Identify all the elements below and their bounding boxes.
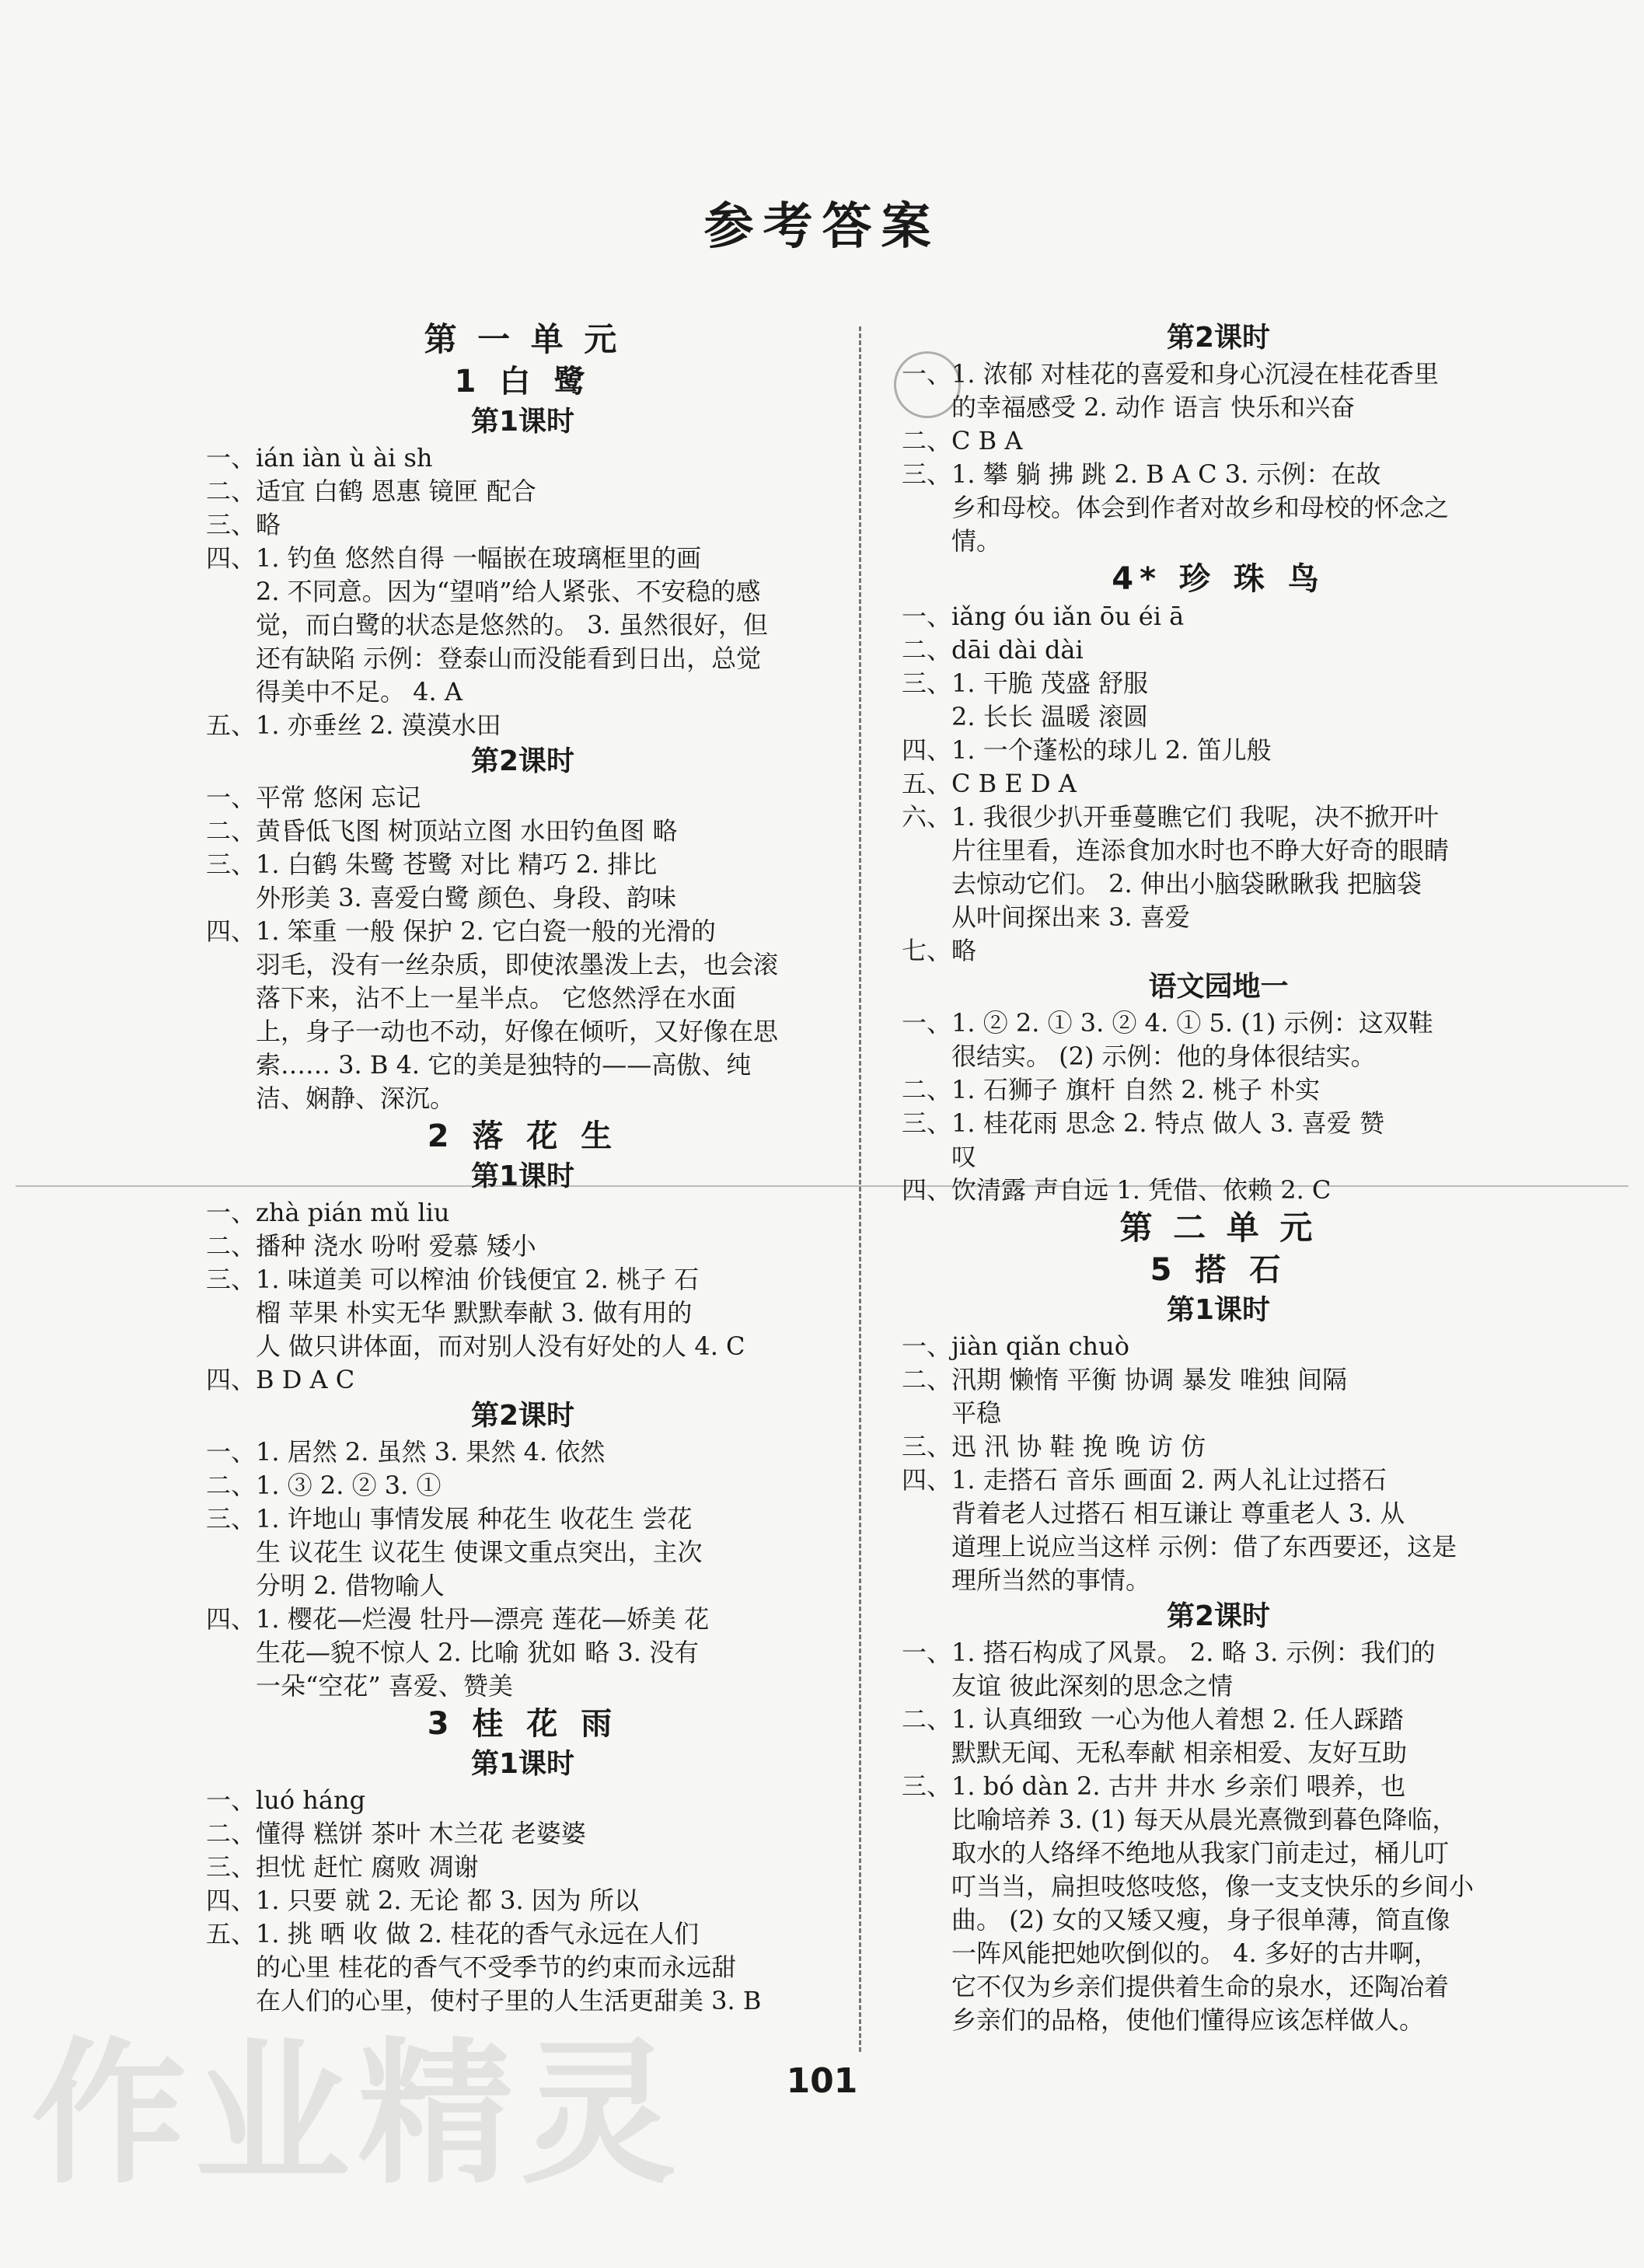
answer-line: 一、1. 居然 2. 虽然 3. 果然 4. 依然 xyxy=(206,1437,606,1467)
answer-line: 外形美 3. 喜爱白鹭 颜色、身段、韵味 xyxy=(206,883,677,912)
answer-line: 比喻培养 3. (1) 每天从晨光熹微到暮色降临， xyxy=(902,1805,1457,1834)
period-heading: 第1课时 xyxy=(470,1160,575,1192)
answer-line: 片往里看，连添食加水时也不睁大好奇的眼睛 xyxy=(902,836,1450,865)
answer-line: 在人们的心里，使村子里的人生活更甜美 3. B xyxy=(206,1986,762,2015)
answer-line: 三、1. 攀 躺 拂 跳 2. B A C 3. 示例：在故 xyxy=(902,459,1381,489)
period-heading: 第1课时 xyxy=(470,1748,575,1780)
period-heading: 第2课时 xyxy=(1166,1600,1271,1632)
answer-line: 平稳 xyxy=(902,1398,1002,1428)
answer-line: 三、1. 干脆 茂盛 舒服 xyxy=(902,668,1149,698)
answer-line: 二、汛期 懒惰 平衡 协调 暴发 唯独 间隔 xyxy=(902,1365,1348,1394)
period-heading: 第2课时 xyxy=(470,745,575,777)
answer-line: 2. 长长 温暖 滚圆 xyxy=(902,702,1149,731)
answer-line: 觉，而白鹭的状态是悠然的。 3. 虽然很好，但 xyxy=(206,610,768,640)
answer-line: 二、dāi dài dài xyxy=(902,635,1084,665)
lesson-heading: 2 落 花 生 xyxy=(427,1118,619,1154)
answer-line: 情。 xyxy=(902,526,1002,556)
answer-line: 分明 2. 借物喻人 xyxy=(206,1571,445,1600)
answer-line: 一、1. 搭石构成了风景。 2. 略 3. 示例：我们的 xyxy=(902,1638,1436,1667)
answer-line: 道理上说应当这样 示例：借了东西要还，这是 xyxy=(902,1532,1457,1561)
answer-line: 二、适宜 白鹤 恩惠 镜匣 配合 xyxy=(206,476,536,506)
answer-line: 三、迅 汛 协 鞋 挽 晚 访 仿 xyxy=(902,1432,1206,1461)
answer-line: 二、1. 石狮子 旗杆 自然 2. 桃子 朴实 xyxy=(902,1075,1321,1104)
answer-line: 生 议花生 议花生 使课文重点突出，主次 xyxy=(206,1537,703,1567)
answer-line: 三、1. 味道美 可以榨油 价钱便宜 2. 桃子 石 xyxy=(206,1265,700,1294)
answer-line: 四、1. 笨重 一般 保护 2. 它白瓷一般的光滑的 xyxy=(206,916,716,946)
answer-line: 的心里 桂花的香气不受季节的约束而永远甜 xyxy=(206,1952,737,1982)
answer-line: 一、1. ② 2. ① 3. ② 4. ① 5. (1) 示例：这双鞋 xyxy=(902,1008,1433,1038)
answer-line: 一、luó háng xyxy=(206,1785,366,1815)
page-number: 101 xyxy=(786,2061,858,2101)
answer-line: 它不仅为乡亲们提供着生命的泉水，还陶冶着 xyxy=(902,1972,1450,2001)
answer-line: 四、1. 樱花—烂漫 牡丹—漂亮 莲花—娇美 花 xyxy=(206,1604,710,1634)
lesson-heading: 1 白 鹭 xyxy=(454,364,592,400)
answer-line: 一朵“空花” 喜爱、赞美 xyxy=(206,1671,513,1701)
answer-line: 生花—貌不惊人 2. 比喻 犹如 略 3. 没有 xyxy=(206,1638,700,1667)
answer-line: 五、1. 挑 晒 收 做 2. 桂花的香气永远在人们 xyxy=(206,1919,700,1949)
answer-line: 榴 苹果 朴实无华 默默奉献 3. 做有用的 xyxy=(206,1298,693,1328)
answer-line: 羽毛，没有一丝杂质，即使浓墨泼上去，也会滚 xyxy=(206,950,779,979)
answer-line: 友谊 彼此深刻的思念之情 xyxy=(902,1671,1234,1701)
answer-line: 二、C B A xyxy=(902,426,1023,455)
answer-line: 去惊动它们。 2. 伸出小脑袋瞅瞅我 把脑袋 xyxy=(902,869,1422,898)
answer-line: 理所当然的事情。 xyxy=(902,1565,1151,1595)
column-divider xyxy=(859,326,861,2052)
answer-line: 三、1. bó dàn 2. 古井 井水 乡亲们 喂养，也 xyxy=(902,1771,1406,1801)
answer-line: 一、ián iàn ù ài sh xyxy=(206,443,433,473)
answer-line: 曲。 (2) 女的又矮又瘦，身子很单薄，简直像 xyxy=(902,1905,1450,1935)
answer-line: 一、1. 浓郁 对桂花的喜爱和身心沉浸在桂花香里 xyxy=(902,359,1439,389)
answer-line: 二、1. ③ 2. ② 3. ① xyxy=(206,1471,442,1500)
answer-line: 一阵风能把她吹倒似的。 4. 多好的古井啊， xyxy=(902,1938,1439,1968)
answer-line: 三、1. 白鹤 朱鹭 苍鹭 对比 精巧 2. 排比 xyxy=(206,850,658,879)
answer-line: 洁、娴静、深沉。 xyxy=(206,1083,456,1113)
answer-line: 四、1. 只要 就 2. 无论 都 3. 因为 所以 xyxy=(206,1886,639,1915)
answer-line: 三、略 xyxy=(206,510,281,539)
period-heading: 第2课时 xyxy=(1166,322,1271,354)
lesson-heading: 3 桂 花 雨 xyxy=(427,1706,619,1742)
answer-line: 三、1. 桂花雨 思念 2. 特点 做人 3. 喜爱 赞 xyxy=(902,1108,1384,1138)
period-heading: 第2课时 xyxy=(470,1400,575,1432)
page-title: 参考答案 xyxy=(703,198,941,256)
answer-line: 四、饮清露 声自远 1. 凭借、依赖 2. C xyxy=(902,1175,1332,1205)
lesson-heading: 4* 珍 珠 鸟 xyxy=(1112,561,1325,597)
answer-line: 一、zhà pián mǔ liu xyxy=(206,1198,450,1227)
answer-line: 七、略 xyxy=(902,936,977,965)
answer-line: 乡亲们的品格，使他们懂得应该怎样做人。 xyxy=(902,2005,1425,2035)
answer-line: 默默无闻、无私奉献 相亲相爱、友好互助 xyxy=(902,1738,1408,1767)
answer-line: 五、1. 亦垂丝 2. 漠漠水田 xyxy=(206,710,501,740)
answer-line: 还有缺陷 示例：登泰山而没能看到日出，总觉 xyxy=(206,644,762,673)
watermark: 作业精灵 xyxy=(31,2024,685,2205)
answer-line: 六、1. 我很少扒开垂蔓瞧它们 我呢，决不掀开叶 xyxy=(902,802,1439,832)
unit-heading: 第 二 单 元 xyxy=(1119,1209,1318,1247)
answer-line: 四、1. 走搭石 音乐 画面 2. 两人礼让过搭石 xyxy=(902,1465,1387,1495)
answer-line: 四、B D A C xyxy=(206,1365,355,1394)
period-heading: 第1课时 xyxy=(470,406,575,438)
answer-line: 二、黄昏低飞图 树顶站立图 水田钓鱼图 略 xyxy=(206,816,678,846)
answer-line: 四、1. 一个蓬松的球儿 2. 笛儿般 xyxy=(902,735,1272,765)
answer-line: 2. 不同意。因为“望哨”给人紧张、不安稳的感 xyxy=(206,577,761,606)
answer-line: 索…… 3. B 4. 它的美是独特的——高傲、纯 xyxy=(206,1050,752,1080)
answer-line: 的幸福感受 2. 动作 语言 快乐和兴奋 xyxy=(902,393,1356,422)
answer-line: 一、平常 悠闲 忘记 xyxy=(206,783,421,812)
answer-line: 一、iǎng óu iǎn ōu éi ā xyxy=(902,602,1185,631)
period-heading: 第1课时 xyxy=(1166,1294,1271,1326)
right-column xyxy=(902,319,1535,2037)
answer-line: 五、C B E D A xyxy=(902,769,1077,798)
answer-line: 人 做只讲体面，而对别人没有好处的人 4. C xyxy=(206,1331,745,1361)
answer-line: 叹 xyxy=(902,1142,977,1171)
answer-line: 得美中不足。 4. A xyxy=(206,677,462,707)
answer-line: 一、jiàn qiǎn chuò xyxy=(902,1331,1130,1361)
answer-line: 很结实。 (2) 示例：他的身体很结实。 xyxy=(902,1042,1376,1071)
answer-line: 从叶间探出来 3. 喜爱 xyxy=(902,902,1190,932)
answer-line: 三、担忧 赶忙 腐败 凋谢 xyxy=(206,1852,479,1882)
answer-line: 上，身子一动也不动，好像在倾听，又好像在思 xyxy=(206,1017,779,1046)
period-heading: 语文园地一 xyxy=(1148,971,1289,1003)
unit-heading: 第 一 单 元 xyxy=(424,320,622,358)
answer-line: 二、播种 浇水 吩咐 爱慕 矮小 xyxy=(206,1231,536,1261)
answer-line: 三、1. 许地山 事情发展 种花生 收花生 尝花 xyxy=(206,1504,693,1534)
answer-line: 二、懂得 糕饼 茶叶 木兰花 老婆婆 xyxy=(206,1819,586,1848)
answer-line: 背着老人过搭石 相互谦让 尊重老人 3. 从 xyxy=(902,1499,1405,1528)
answer-line: 二、1. 认真细致 一心为他人着想 2. 任人踩踏 xyxy=(902,1704,1404,1734)
left-column xyxy=(206,319,839,2018)
answer-line: 乡和母校。体会到作者对故乡和母校的怀念之 xyxy=(902,493,1450,522)
answer-line: 四、1. 钓鱼 悠然自得 一幅嵌在玻璃框里的画 xyxy=(206,543,702,573)
answer-line: 叮当当，扁担吱悠吱悠，像一支支快乐的乡间小 xyxy=(902,1872,1475,1901)
lesson-heading: 5 搭 石 xyxy=(1150,1252,1287,1288)
answer-line: 取水的人络绎不绝地从我家门前走过，桶儿叮 xyxy=(902,1838,1450,1868)
answer-line: 落下来，沾不上一星半点。 它悠然浮在水面 xyxy=(206,983,737,1013)
